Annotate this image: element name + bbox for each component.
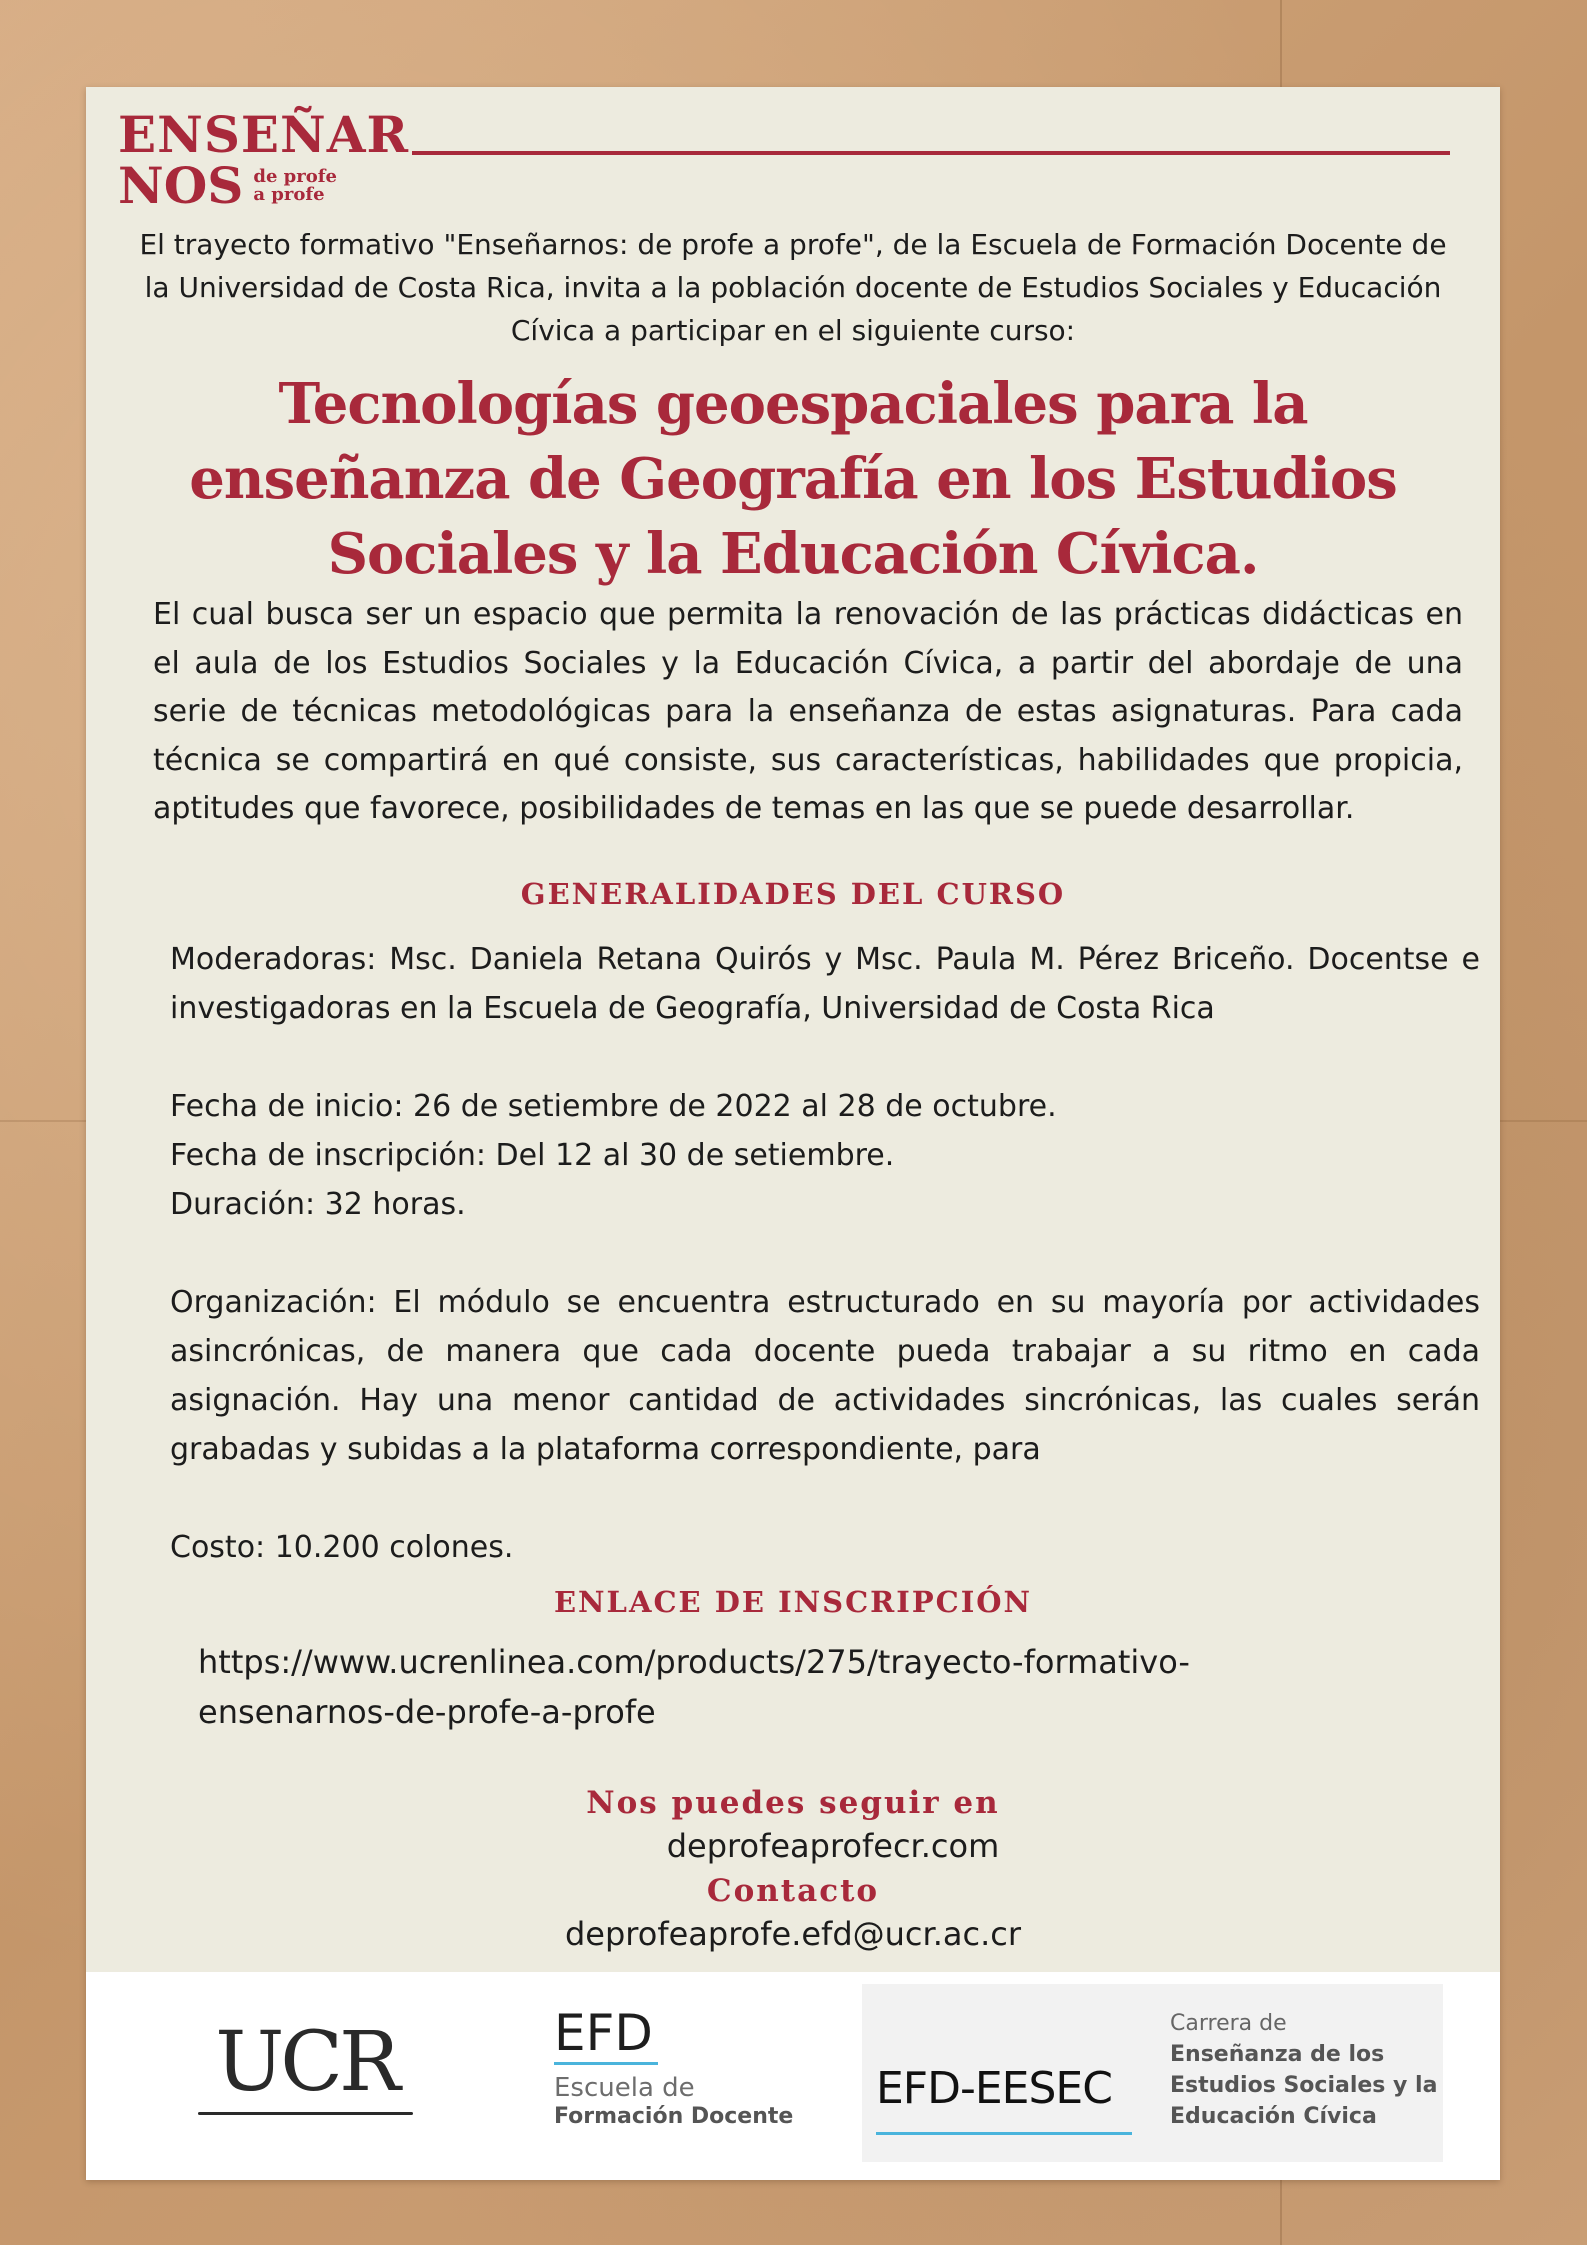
eesc-logo-text: EFD-EESEC [876, 2063, 1112, 2114]
registration-heading: ENLACE DE INSCRIPCIÓN [553, 1585, 1033, 1619]
ucr-logo-swoosh [198, 2112, 413, 2115]
footer-logos [86, 1972, 1500, 2180]
logo-line1: ENSEÑAR [118, 105, 410, 164]
flyer-sheet [86, 87, 1500, 2180]
organization-text: Organización: El módulo se encuentra estructurado en su mayoría por actividades asincrónicas, de manera que cada docente pueda trabajar a su ritmo en cada asignación. Hay una menor cantidad de actividades sincrónicas, las cuales serán grabadas y subidas a la plataforma correspondiente, para [170, 1285, 1480, 1467]
contact-heading: Contacto [706, 1873, 880, 1909]
generalities-block [170, 935, 1480, 1572]
follow-site-link[interactable]: deprofeaprofecr.com [666, 1827, 1000, 1865]
logo-small1: de profe [253, 166, 337, 187]
moderators-text: Moderadoras: Msc. Daniela Retana Quirós y Msc. Paula M. Pérez Briceño. Docentse e investigadoras en la Escuela de Geografía, Universidad de Costa Rica [170, 942, 1480, 1026]
header-rule [412, 151, 1450, 155]
efd-sub2: Formación Docente [554, 2104, 794, 2129]
intro-text: El trayecto formativo "Enseñarnos: de profe a profe", de la Escuela de Formación Docente de la Universidad de Costa Rica, invita a la población docente de Estudios Sociales y Educación Cívica a participar en el siguiente curso: [139, 228, 1447, 347]
eesc-logo [862, 1984, 1443, 2162]
logo-line2: NOS [118, 156, 244, 215]
carrera-text: Carrera de Enseñanza de los Estudios Sociales y la Educación Cívica [1170, 2011, 1438, 2129]
efd-logo-text: EFD [554, 2004, 653, 2062]
title-line2: enseñanza de Geografía en los Estudios [189, 446, 1397, 512]
registration-link-line2[interactable]: ensenarnos-de-profe-a-profe [198, 1693, 656, 1731]
title-line3: Sociales y la Educación Cívica. [327, 521, 1259, 587]
follow-heading: Nos puedes seguir en [586, 1785, 1000, 1821]
duration-text: Duración: 32 horas. [170, 1187, 466, 1222]
logo-small2: a profe [253, 184, 325, 205]
registration-link-line1[interactable]: https://www.ucrenlinea.com/products/275/trayecto-formativo- [198, 1643, 1190, 1681]
enrollment-date-text: Fecha de inscripción: Del 12 al 30 de setiembre. [170, 1138, 895, 1173]
registration-link[interactable] [198, 1637, 1298, 1737]
title-line1: Tecnologías geoespaciales para la [278, 371, 1308, 437]
efd-sub1: Escuela de [554, 2073, 695, 2103]
ensenarnos-logo [118, 105, 410, 215]
generalities-heading: GENERALIDADES DEL CURSO [520, 877, 1066, 911]
contact-email-link[interactable]: deprofeaprofe.efd@ucr.ac.cr [564, 1915, 1022, 1953]
efd-logo [554, 2006, 793, 2131]
course-title [126, 367, 1460, 592]
cost-text: Costo: 10.200 colones. [170, 1530, 514, 1565]
ucr-logo: UCR [215, 2015, 397, 2110]
start-date-text: Fecha de inicio: 26 de setiembre de 2022 al 28 de octubre. [170, 1089, 1057, 1124]
course-description: El cual busca ser un espacio que permita la renovación de las prácticas didácticas en el aula de los Estudios Sociales y la Educación Cívica, a partir del abordaje de una serie de técnicas metodológicas para la enseñanza de estas asignaturas. Para cada técnica se compartirá en qué consiste, sus características, habilidades que propicia, aptitudes que favorece, posibilidades de temas en las que se puede desarrollar. [153, 597, 1463, 826]
